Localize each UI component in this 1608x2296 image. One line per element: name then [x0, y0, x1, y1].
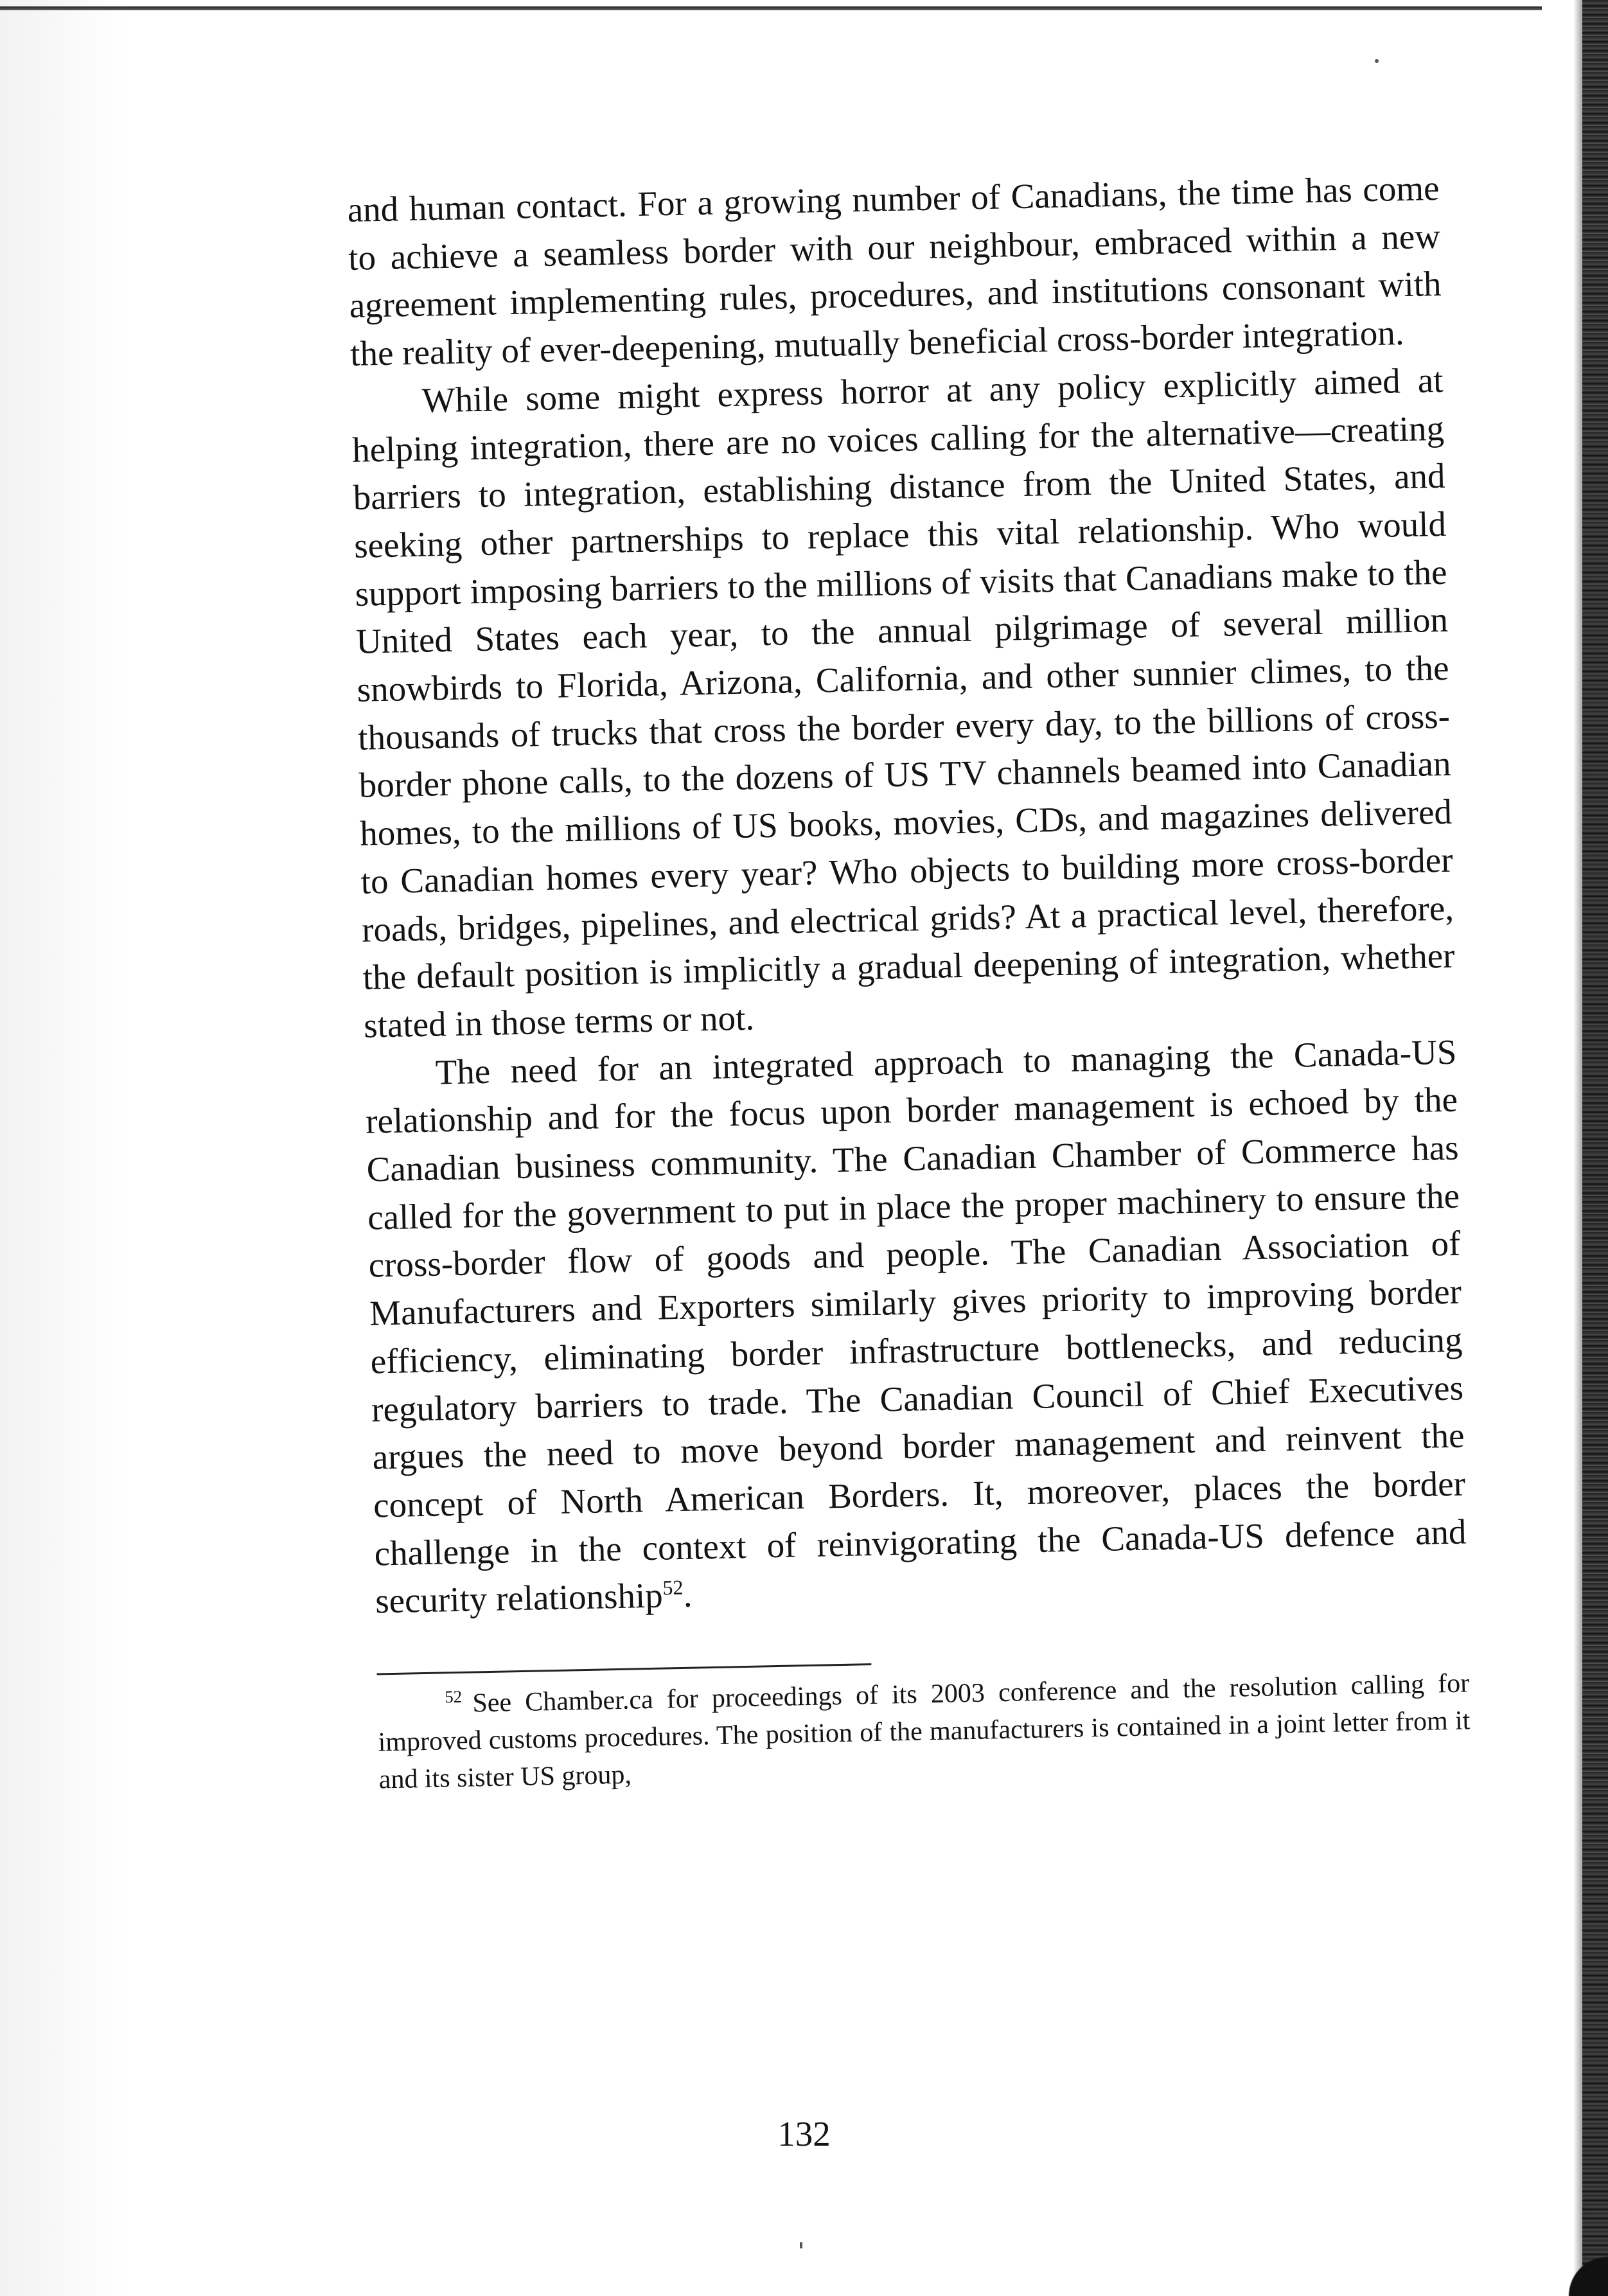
scan-binding-shadow — [1573, 0, 1582, 2296]
footnote-number: 52 — [444, 1686, 463, 1707]
paragraph-3-end: . — [683, 1575, 693, 1615]
paragraph-1: and human contact. For a growing number of Canadians, the time has come to achieve a seamless border with our neighbour, embraced within a new agreement implementing rules, procedures, and institutions consonant with the reality of ever-deepening, mutually beneficial cross-border integration. — [347, 168, 1442, 374]
footnote-text: See Chamber.ca for proceedings of its 2003 conference and the resolution calling for improved customs procedures. The position of the manufacturers is contained in a joint letter from it and its sister US group, — [378, 1668, 1471, 1795]
page-number: 132 — [777, 2114, 831, 2153]
scan-binding-edge — [1582, 0, 1608, 2296]
scan-speck — [800, 2242, 802, 2248]
paragraph-3 — [364, 1028, 1468, 1625]
body-text-block — [347, 164, 1471, 1799]
scan-left-shadow — [0, 0, 128, 2296]
scan-top-edge — [0, 6, 1542, 10]
paragraph-2: While some might express horror at any policy explicitly aimed at helping integration, there are no voices calling for the alternative—creating barriers to integration, establishing distance from the United States, and seeking other partnerships to replace this vital relationship. Who would support imposing barriers to the millions of visits that Canadians make to the United States each year, to the annual pilgrimage of several million snowbirds to Florida, Arizona, California, and other sunnier climes, to the thousands of trucks that cross the border every day, to the billions of cross-border phone calls, to the dozens of US TV channels beamed into Canadian homes, to the millions of US books, movies, CDs, and magazines delivered to Canadian homes every year? Who objects to building more cross-border roads, bridges, pipelines, and electrical grids? At a practical level, therefore, the default position is implicitly a gradual deepening of integration, whether stated in those terms or not. — [351, 360, 1455, 1045]
paragraph-3-text: The need for an integrated approach to managing the Canada-US relationship and for the focus upon border management is echoed by the Canadian business community. The Canadian Chamber of Commerce has called for the government to put in place the proper machinery to ensure the cross-border flow of goods and people. The Canadian Association of Manufacturers and Exporters similarly gives priority to improving border efficiency, eliminating border infrastructure bottlenecks, and reducing regulatory barriers to trade. The Canadian Council of Chief Executives argues the need to move beyond border management and reinvent the concept of North American Borders. It, moreover, places the border challenge in the context of reinvigorating the Canada-US defence and security relationship — [365, 1032, 1467, 1621]
footnote-52 — [377, 1665, 1471, 1799]
scan-speck — [1375, 59, 1379, 63]
footnote-reference[interactable]: 52 — [662, 1576, 684, 1600]
footnote-separator — [376, 1663, 871, 1675]
scan-page-curl — [1550, 2219, 1608, 2296]
